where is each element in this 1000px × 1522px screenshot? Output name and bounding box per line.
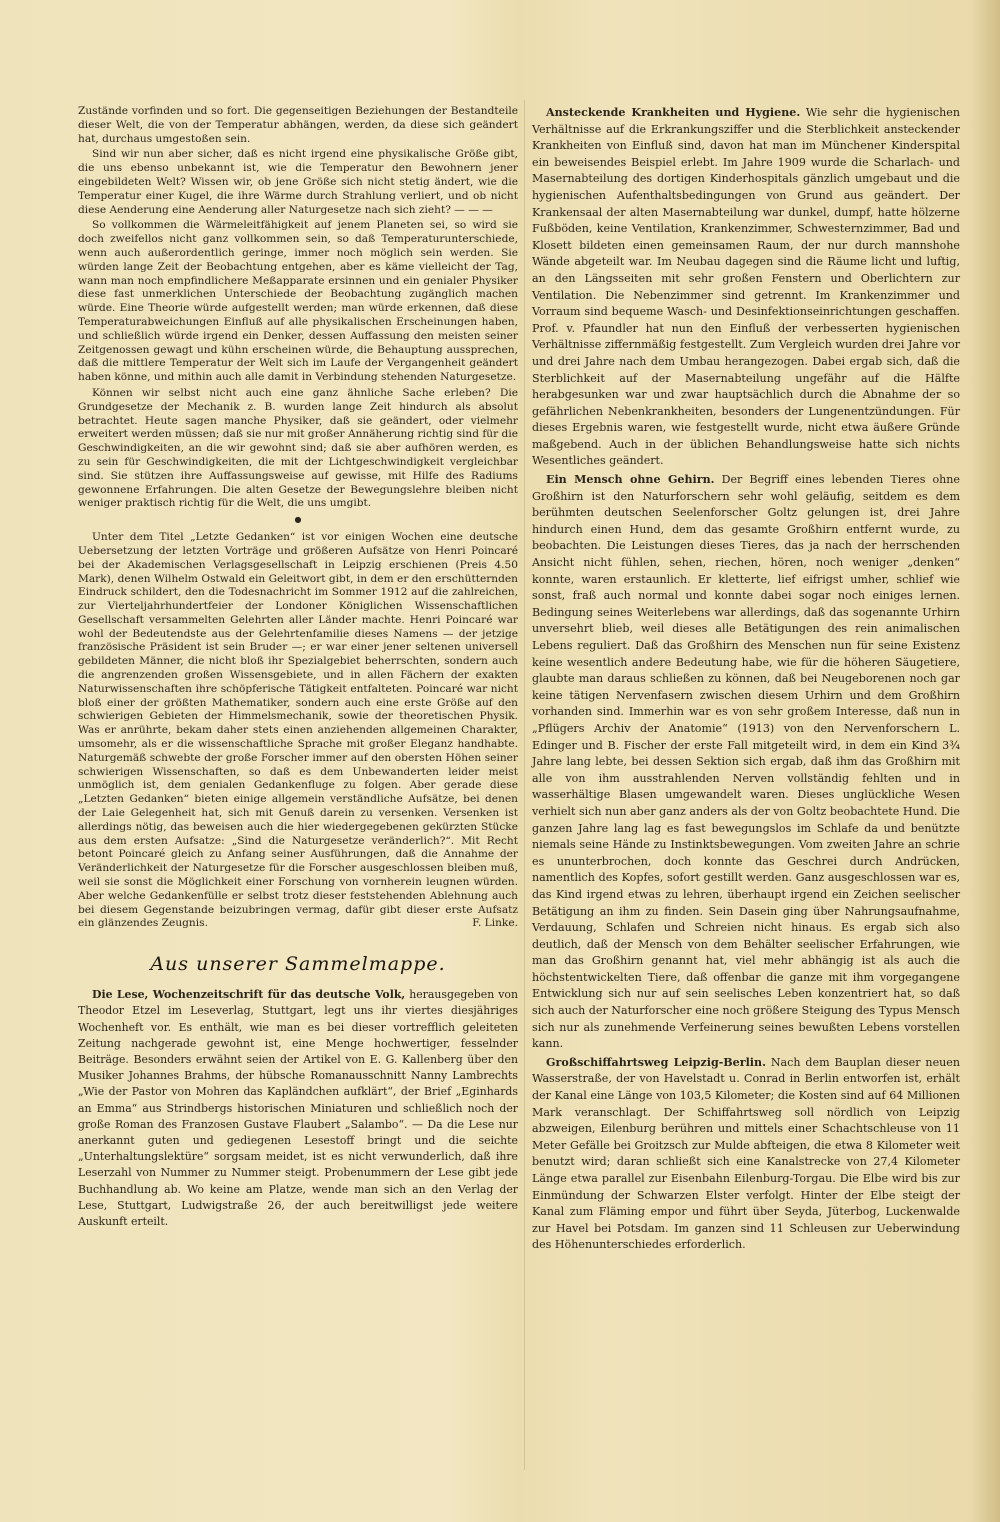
article-canal-text: Nach dem Bauplan dieser neuen Wasserstraße, der von Havelstadt u. Conrad in Berlin entworfen ist, erhält der Kanal eine Länge von 103,5 Kilometer; die Kosten sind auf 64 Millionen Mark veranschlagt. Der Schiffahrtsweg soll nördlich von Leipzig abzweigen, Eilenburg berühren und mittels einer Schachtschleuse von 11 Meter Gefälle bei Groitzsch zur Mulde abfteigen, die etwa 8 Kilometer weit benutzt wird; daran schließt sich eine Kanalstrecke von 27,4 Kilometer Länge etwa parallel zur Eisenbahn Eilenburg-Torgau. Die Elbe wird bis zur Einmündung der Schwarzen Elster verfolgt. Hinter der Elbe steigt der Kanal zum Fläming empor und führt über Seyda, Jüterbog, Luckenwalde zur Havel bei Potsdam. Im ganzen sind 11 Schleusen zur Ueberwindung des Höhenunterschiedes erforderlich.	[532, 1055, 960, 1252]
article-paragraph: So vollkommen die Wärmeleitfähigkeit auf jenem Planeten sei, so wird sie doch zweifellos nicht ganz vollkommen sein, so daß Temperaturunterschiede, wenn auch außerordentlich geringe, immer noch möglich sein werden. Sie würden lange Zeit der Beobachtung entgehen, aber es käme vielleicht der Tag, wann man noch empfindlichere Meßapparate ersinnen und ein genialer Physiker diese fast unmerklichen Unterschiede der Beobachtung zugänglich machen würde. Eine Theorie würde aufgestellt werden; man würde erkennen, daß diese Temperaturabweichungen Einfluß auf alle physikalischen Erscheinungen haben, und schließlich würde irgend ein Denker, dessen Auffassung den meisten seiner Zeitgenossen gewagt und kühn erscheinen würde, die Behauptung aussprechen, daß die mittlere Temperatur der Welt sich im Laufe der Vergangenheit geändert haben könne, und mithin auch alle damit in Verbindung stehenden Naturgesetze.	[78, 219, 518, 384]
article-brain-heading: Ein Mensch ohne Gehirn.	[546, 473, 715, 487]
right-column	[532, 105, 960, 1256]
notice-paragraph	[78, 987, 518, 1230]
column-divider	[524, 100, 525, 1470]
notice-heading: Die Lese, Wochenzeitschrift für das deutsche Volk,	[92, 988, 406, 1002]
article-canal-heading: Großschiffahrtsweg Leipzig-Berlin.	[546, 1055, 766, 1069]
article-brain-text: Der Begriff eines lebenden Tieres ohne Großhirn ist den Naturforschern sehr wohl geläufig, seitdem es dem berühmten deutschen Seelenforscher Goltz gelungen ist, drei Jahre hindurch einen Hund, dem das gesamte Großhirn entfernt wurde, zu beobachten. Die Leistungen dieses Tieres, das ja nach der herrschenden Ansicht nicht fühlen, sehen, riechen, hören, noch weniger „denken“ konnte, waren erstaunlich. Er kletterte, lief eifrigst umher, schlief wie sonst, fraß auch normal und konnte dabei sogar noch einiges lernen. Bedingung seines Weiterlebens war allerdings, daß das sogenannte Urhirn unversehrt blieb, weil dieses alle Betätigungen des rein animalischen Lebens reguliert. Daß das Großhirn des Menschen nun für seine Existenz keine wesentlich andere Bedeutung habe, wie für die höheren Säugetiere, glaubte man daraus schließen zu können, daß bei Neugeborenen noch gar keine tätigen Nervenfasern zwischen diesem Urhirn und dem Großhirn vorhanden sind. Immerhin war es von sehr großem Interesse, daß nun in „Pflügers Archiv der Anatomie“ (1913) von den Nervenforschern L. Edinger und B. Fischer der erste Fall mitgeteilt wird, in dem ein Kind 3¾ Jahre lang lebte, bei dessen Sektion sich ergab, daß ihm das Großhirn mit alle von ihm ausstrahlenden Nerven vollständig fehlten und in wasserhältige Blasen umgewandelt waren. Dieses unglückliche Wesen verhielt sich nun aber ganz anders als der von Goltz beobachtete Hund. Die ganzen Jahre lang lag es fast bewegungslos im Schlafe da und benützte niemals seine Hände zu Instinktsbewegungen. Vom zweiten Jahre an schrie es ununterbrochen, doch konnte das Geschrei durch Andrücken, namentlich des Kopfes, sofort gestillt werden. Ganz ausgeschlossen war es, das Kind irgend etwas zu lehren, überhaupt irgend ein Zeichen seelischer Betätigung an ihm zu finden. Sein Dasein ging über Nahrungsaufnahme, Verdauung, Schlafen und Schreien nicht hinaus. Es ergab sich also deutlich, daß der Mensch von dem Behälter seelischer Erfahrungen, wie man das Großhirn genannt hat, viel mehr abhängig ist als auch die höchstentwickelten Tiere, daß offenbar die ganze mit ihm vorgegangene Entwicklung sich nur auf sein seelisches Leben konzentriert hat, so daß sich auch der Naturforscher eine noch größere Steigung des Typus Mensch sich nur als zunehmende Verfeinerung seines bewußten Lebens vorstellen kann.	[532, 473, 960, 1051]
article-hygiene	[532, 105, 960, 470]
left-column	[78, 105, 518, 1232]
section-title: Aus unserer Sammelmappe.	[150, 953, 446, 976]
author-signature: F. Linke.	[472, 917, 518, 930]
book-review-paragraph	[78, 531, 518, 931]
notice-text: herausgegeben von Theodor Etzel im Leseverlag, Stuttgart, legt uns ihr viertes diesjähriges Wochenheft vor. Es enthält, wie man es bei dieser vortrefflich geleiteten Zeitung nachgerade gewohnt ist, eine Menge hochwertiger, fesselnder Beiträge. Besonders erwähnt seien der Artikel von E. G. Kallenberg über den Musiker Johannes Brahms, der hübsche Romanausschnitt Nanny Lambrechts „Wie der Pastor von Mohren das Kapländchen aufklärt“, der Brief „Eginhards an Emma“ aus Strindbergs historischen Miniaturen und schließlich noch der große Roman des Franzosen Gustave Flaubert „Salambo“. — Da die Lese nur anerkannt guten und gediegenen Lesestoff bringt und die seichte „Unterhaltungslektüre“ sorgsam meidet, ist es nicht verwunderlich, daß ihre Leserzahl von Nummer zu Nummer steigt. Probenummern der Lese gibt jede Buchhandlung ab. Wo keine am Platze, wende man sich an den Verlag der Lese, Stuttgart, Ludwigstraße 26, der auch bereitwilligst jede weitere Auskunft erteilt.	[78, 988, 519, 1229]
article-paragraph: Können wir selbst nicht auch eine ganz ähnliche Sache erleben? Die Grundgesetze der Mechanik z. B. wurden lange Zeit hindurch als absolut betrachtet. Heute sagen manche Physiker, daß sie geändert, oder vielmehr erweitert werden müssen; daß sie nur mit großer Annäherung richtig sind für die Geschwindigkeiten, an die wir gewohnt sind; daß sie aber aufhören werden, es zu sein für Geschwindigkeiten, die mit der Lichtgeschwindigkeit vergleichbar sind. Sie stützen ihre Auffassungsweise auf gewisse, mit Hilfe des Radiums gewonnene Erfahrungen. Die alten Gesetze der Bewegungslehre bleiben nicht weniger praktisch richtig für die Welt, die uns umgibt.	[78, 386, 518, 510]
article-hygiene-heading: Ansteckende Krankheiten und Hygiene.	[546, 106, 801, 119]
paper-edge-shadow	[970, 0, 1000, 1522]
article-brain	[532, 472, 960, 1053]
book-review-text: Unter dem Titel „Letzte Gedanken“ ist vor einigen Wochen eine deutsche Uebersetzung der letzten Vorträge und größeren Aufsätze von Henri Poincaré bei der Akademischen Verlagsgesellschaft in Leipzig erschienen (Preis 4.50 Mark), denen Wilhelm Ostwald ein Geleitwort gibt, in dem er den erschütternden Eindruck schildert, den die Todesnachricht im Sommer 1912 auf die zahlreichen, zur Vierteljahrhundertfeier der Londoner Königlichen Wissenschaftlichen Gesellschaft versammelten Gelehrten aller Länder machte. Henri Poincaré war wohl der Bedeutendste aus der Gelehrtenfamilie dieses Namens — der jetzige französische Präsident ist sein Bruder —; er war einer jener seltenen universell gebildeten Männer, die nicht bloß ihr Spezialgebiet beherrschten, sondern auch die angrenzenden großen Wissensgebiete, und in allen Fächern der exakten Naturwissenschaften ihre schöpferische Tätigkeit entfalteten. Poincaré war nicht bloß einer der größten Mathematiker, sondern auch eine erste Größe auf den schwierigen Gebieten der Himmelsmechanik, sowie der theoretischen Physik. Was er anrührte, bekam daher stets einen anziehenden allgemeinen Charakter, umsomehr, als er die wissenschaftliche Sprache mit großer Eleganz handhabte. Naturgemäß schwebte der große Forscher immer auf den obersten Höhen seiner schwierigen Wissenschaften, so daß es dem Unbewanderten leider meist unmöglich ist, dem genialen Gedankenfluge zu folgen. Aber gerade diese „Letzten Gedanken“ bieten einige allgemein verständliche Aufsätze, bei denen der Laie Gelegenheit hat, sich mit Genuß darein zu versenken. Versenken ist allerdings nötig, das beweisen auch die hier wiedergegebenen gekürzten Stücke aus dem ersten Aufsatze: „Sind die Naturgesetze veränderlich?“. Mit Recht betont Poincaré gleich zu Anfang seiner Ausführungen, daß die Annahme der Veränderlichkeit der Naturgesetze für die Forscher ausgeschlossen bleiben muß, weil sie sonst die Möglichkeit einer Forschung von vornherein leugnen würden. Aber welche Gedankenfülle er selbst trotz dieser feststehenden Ablehnung auch bei diesem Gegenstande beizubringen vermag, dafür gibt dieser erste Aufsatz ein glänzendes Zeugnis.	[78, 531, 518, 930]
separator-dot: ●	[294, 515, 302, 525]
article-continuation-paragraph: Zustände vorfinden und so fort. Die gegenseitigen Beziehungen der Bestandteile dieser Welt, die von der Temperatur abhängen, werden, da diese sich geändert hat, durchaus umgestoßen sein.	[78, 105, 518, 145]
article-hygiene-text: Wie sehr die hygienischen Verhältnisse auf die Erkrankungsziffer und die Sterblichkeit ansteckender Krankheiten von Einfluß sind, davon hat man im Münchener Kinderspital ein beweisendes Beispiel erlebt. Im Jahre 1909 wurde die Scharlach- und Masernabteilung des dortigen Kinderhospitals gänzlich umgebaut und die hygienischen Aufenthaltsbedingungen von Grund aus geändert. Der Krankensaal der alten Masernabteilung war dunkel, dumpf, hatte hölzerne Fußböden, keine Ventilation, Krankenzimmer, Schwesternzimmer, Bad und Klosett bildeten einen gemeinsamen Raum, der nur durch mannshohe Wände abgeteilt war. Im Neubau dagegen sind die Räume licht und luftig, an den Längsseiten mit sehr großen Fenstern und Oberlichtern zur Ventilation. Die Nebenzimmer sind getrennt. Im Krankenzimmer und Vorraum sind bequeme Wasch- und Desinfektionseinrichtungen geschaffen. Prof. v. Pfaundler hat nun den Einfluß der verbesserten hygienischen Verhältnisse ziffernmäßig festgestellt. Zum Vergleich wurden drei Jahre vor und drei Jahre nach dem Umbau herangezogen. Dabei ergab sich, daß die Sterblichkeit auf der Masernabteilung ungefähr auf die Hälfte herabgesunken war und zwar hauptsächlich durch die Abnahme der so gefährlichen Nebenkrankheiten, besonders der Lungenentzündungen. Für dieses Ergebnis waren, wie festgestellt wurde, nicht etwa äußere Gründe maßgebend. Auch in der üblichen Behandlungsweise hatte sich nichts Wesentliches geändert.	[532, 106, 960, 468]
article-paragraph: Sind wir nun aber sicher, daß es nicht irgend eine physikalische Größe gibt, die uns ebenso unbekannt ist, wie die Temperatur den Bewohnern jener eingebildeten Welt? Wissen wir, ob jene Größe sich nicht stetig ändert, wie die Temperatur einer Kugel, die ihre Wärme durch Strahlung verliert, und ob nicht diese Aenderung eine Aenderung aller Naturgesetze nach sich zieht? — — —	[78, 148, 518, 216]
article-canal	[532, 1055, 960, 1254]
